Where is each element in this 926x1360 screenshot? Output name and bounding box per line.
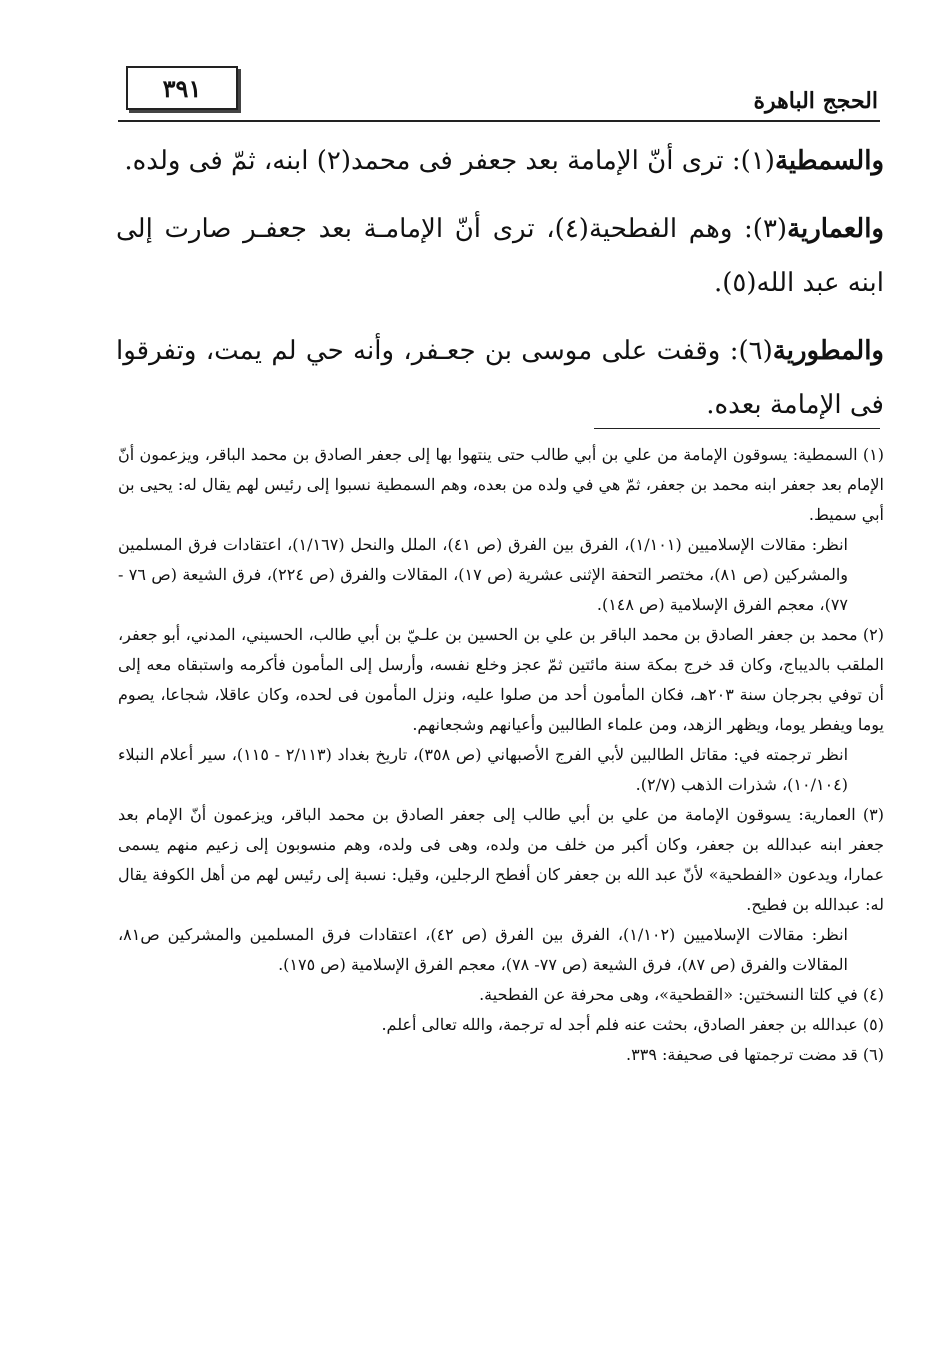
term-mamtura: والمطورية — [772, 336, 884, 366]
paragraph-mamtura-text: (٦): وقفت على موسى بن جعـفر، وأنه حي لم يمت، وتفرقوا فى الإمامة بعده. — [116, 336, 884, 420]
footnote-2: (٢) محمد بن جعفر الصادق بن محمد الباقر بن علي بن الحسين بن علـيّ بن أبي طالب، الحسيني، المدني، أبو جعفر، الملقب بالديباج، وكان قد خرج بمكة سنة مائتين ثمّ عجز وخلع نفسه، وأرسل إلى المأمون فأكرمه واستبقاه معه إلى أن توفي بجرجان سنة ٢٠٣هـ، فكان المأمون أحد من صلوا عليه، ونزل المأمون فى لحده، وكان عاقلا، شجاعا، يصوم يوما ويفطر يوما، ويظهر الزهد، ومن علماء الطالبين وأعيانهم وشجعانهم. — [118, 625, 884, 734]
footnote-4: (٤) في كلتا النسختين: «القطحية»، وهى محرفة عن الفطحية. — [479, 985, 884, 1004]
footnote-3-references: انظر: مقالات الإسلاميين (١/١٠٢)، الفرق بين الفرق (ص ٤٢)، اعتقادات فرق المسلمين والمشركين ص٨١، المقالات والفرق (ص ٨٧)، فرق الشيعة (ص ٧٧- ٧٨)، معجم الفرق الإسلامية (ص ١٧٥). — [118, 925, 849, 974]
footnote-1-references: انظر: مقالات الإسلاميين (١/١٠١)، الفرق بين الفرق (ص ٤١)، الملل والنحل (١/١٦٧)، اعتقادات فرق المسلمين والمشركين (ص ٨١)، مختصر التحفة الإثنى عشرية (ص ١٧)، المقالات والفرق (ص ٢٢٤)، فرق الشيعة (ص ٧٦ - ٧٧)، معجم الفرق الإسلامية (ص ١٤٨). — [118, 535, 849, 614]
running-title: الحجج الباهرة — [753, 88, 878, 114]
footnote-1: (١) السمطية: يسوقون الإمامة من علي بن أبي طالب حتى ينتهوا بها إلى جعفر الصادق بن محمد الباقر، ويزعمون أنّ الإمام بعد جعفر ابنه محمد بن جعفر، ثمّ هي في ولده من بعده، وهم السمطية نسبوا إلى رئيس لهم يقال له: يحيى بن أبي سميط. — [118, 445, 884, 524]
header-divider — [118, 120, 880, 122]
footnote-2-references: انظر ترجمته في: مقاتل الطالبين لأبي الفرج الأصبهاني (ص ٣٥٨)، تاريخ بغداد (٢/١١٣ - ١١٥)، سير أعلام النبلاء (١٠/١٠٤)، شذرات الذهب (٢/٧). — [118, 745, 849, 794]
term-ammariya: والعمارية — [787, 214, 884, 244]
footnote-divider — [594, 428, 880, 429]
main-text — [116, 134, 884, 446]
footnotes — [118, 440, 884, 1070]
paragraph-mamtura — [116, 324, 884, 432]
paragraph-samtiya — [116, 134, 884, 188]
paragraph-ammariya — [116, 202, 884, 310]
paragraph-samtiya-text: (١): ترى أنّ الإمامة بعد جعفر فى محمد(٢) ابنه، ثمّ فى ولده. — [124, 146, 775, 176]
paragraph-ammariya-text: (٣): وهم الفطحية(٤)، ترى أنّ الإمامـة بعد جعفـر صارت إلى ابنه عبد الله(٥). — [116, 214, 884, 298]
footnote-3: (٣) العمارية: يسوقون الإمامة من علي بن أبي طالب إلى جعفر الصادق بن محمد الباقر، ويزعمون أنّ الإمام بعد جعفر ابنه عبدالله بن جعفر، وكان أكبر من خلف من ولده، وهى فى ولده، وهم منسوبون إلى زعيم منهم يسمى عمارا، ويدعون «الفطحية» لأنّ عبد الله بن جعفر كان أفطح الرجلين، وقيل: نسبة إلى رئيس لهم من أهل الكوفة يقال له: عبدالله بن فطيح. — [118, 805, 885, 914]
page-number: ٣٩١ — [126, 66, 238, 110]
page-header — [118, 66, 878, 126]
footnote-5: (٥) عبدالله بن جعفر الصادق، بحثت عنه فلم أجد له ترجمة، والله تعالى أعلم. — [381, 1015, 884, 1034]
term-samtiya: والسمطية — [774, 146, 884, 176]
footnote-6: (٦) قد مضت ترجمتها فى صحيفة: ٣٣٩. — [626, 1045, 884, 1064]
